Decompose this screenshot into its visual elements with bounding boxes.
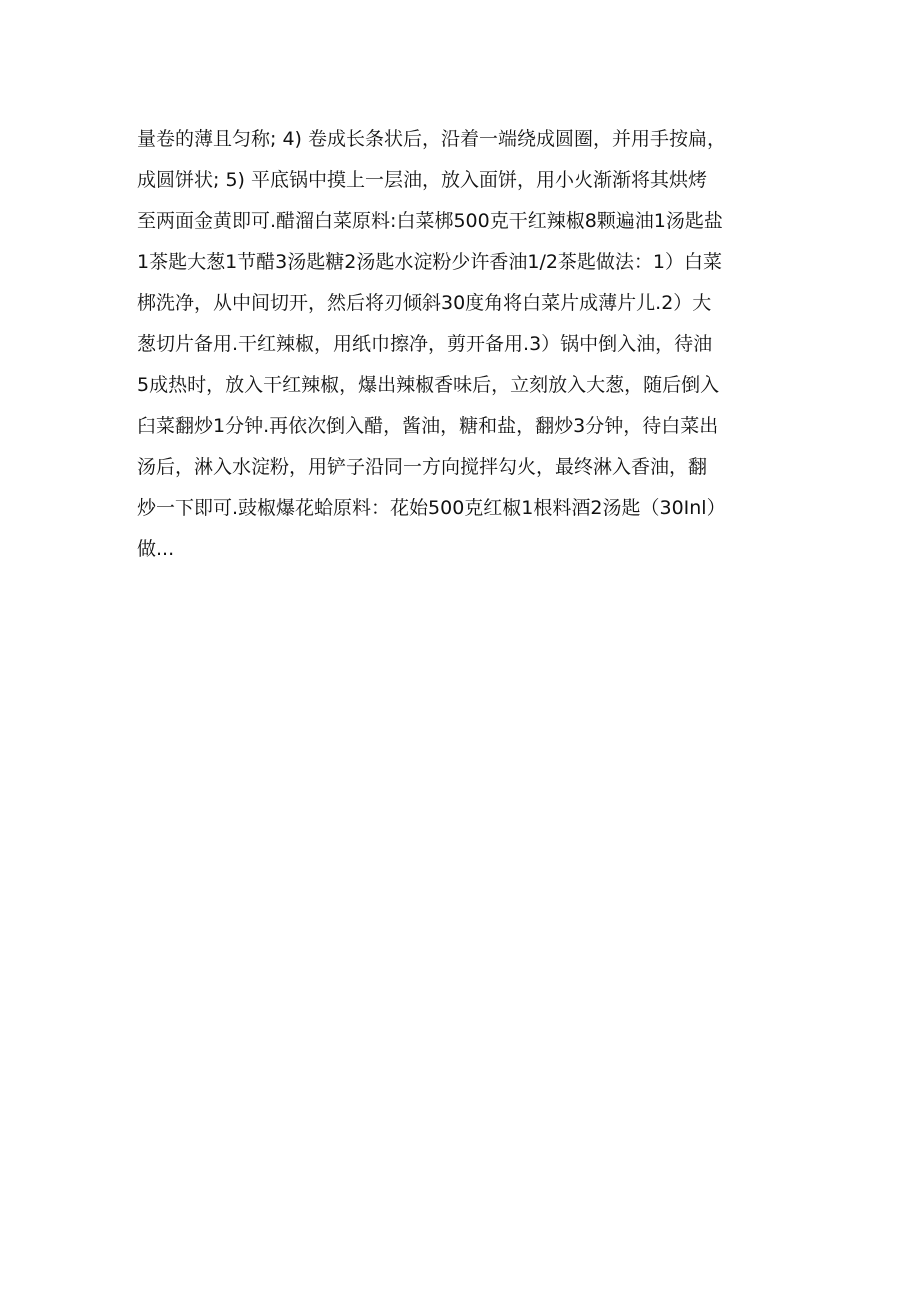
text-line: 葱切片备用.干红辣椒，用纸巾擦净，剪开备用.3）锅中倒入油，待油 xyxy=(137,333,713,355)
text-line: 梆洗净，从中间切开，然后将刃倾斜30度角将白菜片成薄片儿.2）大 xyxy=(137,292,712,314)
text-line: 成圆饼状; 5) 平底锅中摸上一层油，放入面饼，用小火渐渐将其烘烤 xyxy=(137,169,707,191)
text-line: 汤后，淋入水淀粉，用铲子沿同一方向搅拌勾火，最终淋入香油，翻 xyxy=(137,456,708,478)
text-line: 做... xyxy=(137,538,175,560)
text-line: 至两面金黄即可.醋溜白菜原料:白菜梆500克干红辣椒8颗遍油1汤匙盐 xyxy=(137,210,723,232)
text-line: 量卷的薄且匀称; 4) 卷成长条状后，沿着一端绕成圆圈，并用手按扁， xyxy=(137,128,726,150)
text-line: 炒一下即可.豉椒爆花蛤原料：花始500克红椒1根料酒2汤匙（30Inl） xyxy=(137,497,726,519)
text-line: 臼菜翻炒1分钟.再依次倒入醋，酱油，糖和盐，翻炒3分钟，待白菜出 xyxy=(137,415,719,437)
text-line: 1茶匙大葱1节醋3汤匙糖2汤匙水淀粉少许香油1/2茶匙做法：1）白菜 xyxy=(137,251,723,273)
text-line: 5成热时，放入干红辣椒，爆出辣椒香味后，立刻放入大葱，随后倒入 xyxy=(137,374,720,396)
body-text xyxy=(137,119,797,570)
